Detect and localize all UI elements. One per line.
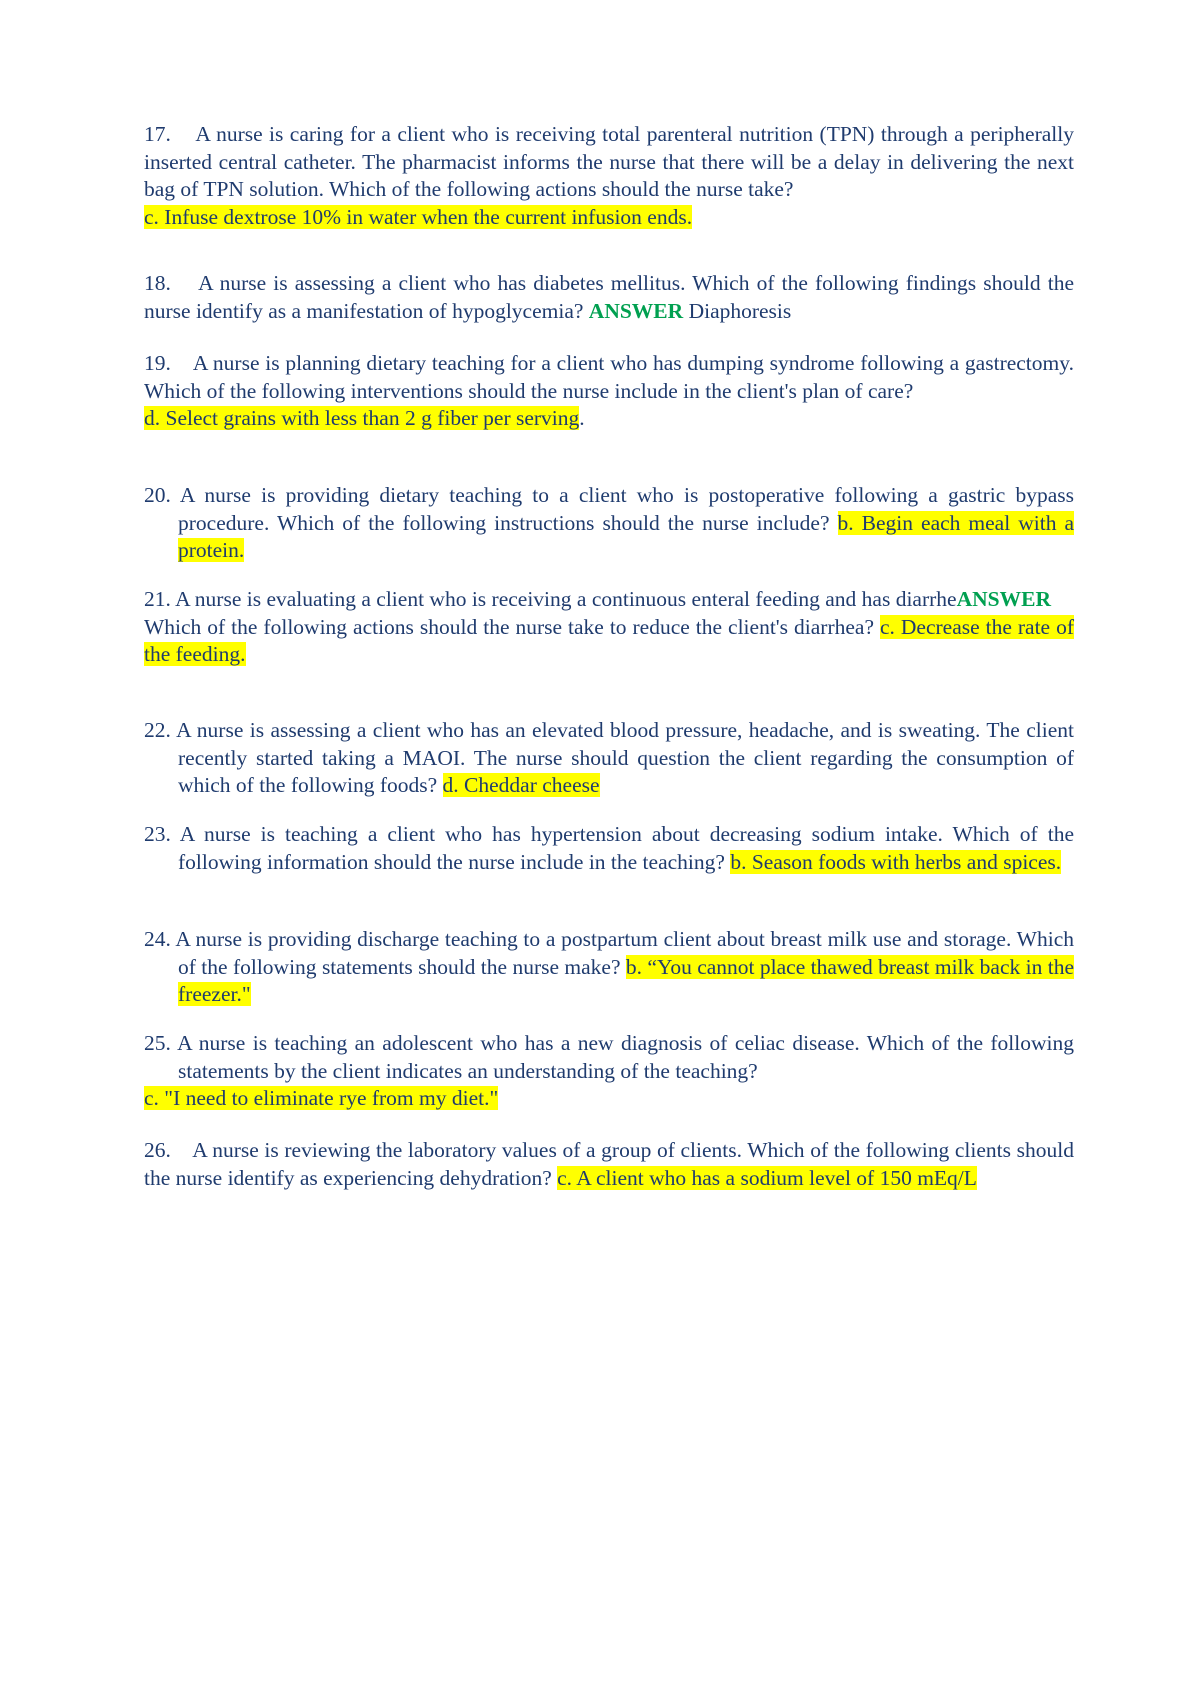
question-number: 18. [144, 271, 171, 295]
question-number: 22. [144, 718, 171, 742]
answer-text: Diaphoresis [688, 298, 792, 323]
question-number: 19. [144, 351, 171, 375]
question-text: A nurse is teaching an adolescent who has a new diagnosis of celiac disease. Which of the following statements by the client indicates an understanding of the teaching? [177, 1031, 1074, 1083]
answer-highlight: c. "I need to eliminate rye from my diet." [144, 1086, 499, 1110]
answer-label: ANSWER [588, 298, 684, 323]
question-20 [144, 482, 1074, 565]
question-number: 23. [144, 822, 171, 846]
answer-highlight: c. Infuse dextrose 10% in water when the current infusion ends. [144, 204, 693, 229]
question-26 [144, 1137, 1074, 1192]
question-number: 21. [144, 587, 171, 611]
question-number: 17. [144, 122, 171, 146]
question-text: A nurse is providing discharge teaching to a postpartum client about breast milk use and storage. Which of the following statements should the nurse make? [175, 927, 1074, 979]
question-18 [144, 270, 1074, 325]
question-text: A nurse is caring for a client who is receiving total parenteral nutrition (TPN) through a peripherally inserted central catheter. The pharmacist informs the nurse that there will be a delay in delivering the next bag of TPN solution. Which of the following actions should the nurse take? [144, 122, 1074, 201]
question-text: A nurse is teaching a client who has hypertension about decreasing sodium intake. Which of the following information should the nurse include in the teaching? [178, 822, 1074, 874]
question-23 [144, 821, 1074, 876]
answer-highlight: d. Cheddar cheese [442, 773, 600, 797]
question-text: A nurse is evaluating a client who is receiving a continuous enteral feeding and has diarrhe [175, 587, 957, 611]
answer-highlight: b. Begin each meal with a protein. [178, 510, 1074, 562]
question-text: A nurse is reviewing the laboratory values of a group of clients. Which of the following clients should the nurse identify as experiencing dehydration? [144, 1138, 1074, 1190]
question-17 [144, 121, 1074, 231]
answer-highlight: c. A client who has a sodium level of 150 mEq/L [557, 1165, 977, 1190]
question-number: 24. [144, 927, 171, 951]
question-text: A nurse is assessing a client who has diabetes mellitus. Which of the following findings should the nurse identify as a manifestation of hypoglycemia? [144, 271, 1074, 323]
question-number: 25. [144, 1031, 171, 1055]
question-text: A nurse is planning dietary teaching for a client who has dumping syndrome following a gastrectomy. Which of the following interventions should the nurse include in the client's plan of care? [144, 351, 1074, 403]
question-text: A nurse is providing dietary teaching to a client who is postoperative following a gastric bypass procedure. Which of the following instructions should the nurse include? [178, 483, 1074, 535]
answer-highlight: b. “You cannot place thawed breast milk back in the freezer." [178, 954, 1074, 1006]
question-25 [144, 1030, 1074, 1113]
question-24 [144, 926, 1074, 1009]
question-22 [144, 717, 1074, 800]
answer-label: ANSWER [956, 587, 1051, 611]
answer-highlight: d. Select grains with less than 2 g fiber per serving [144, 406, 580, 430]
question-text-continued: Which of the following actions should the nurse take to reduce the client's diarrhea? [144, 614, 874, 639]
question-21 [144, 586, 1074, 669]
question-text: A nurse is assessing a client who has an elevated blood pressure, headache, and is sweating. The client recently started taking a MAOI. The nurse should question the client regarding the consumption of which of the following foods? [176, 718, 1074, 797]
question-19 [144, 350, 1074, 433]
question-number: 20. [144, 483, 171, 507]
question-number: 26. [144, 1138, 171, 1162]
answer-highlight: c. Decrease the rate of the feeding. [144, 614, 1074, 666]
answer-trailing-period: . [579, 406, 585, 430]
answer-highlight: b. Season foods with herbs and spices. [730, 849, 1062, 874]
